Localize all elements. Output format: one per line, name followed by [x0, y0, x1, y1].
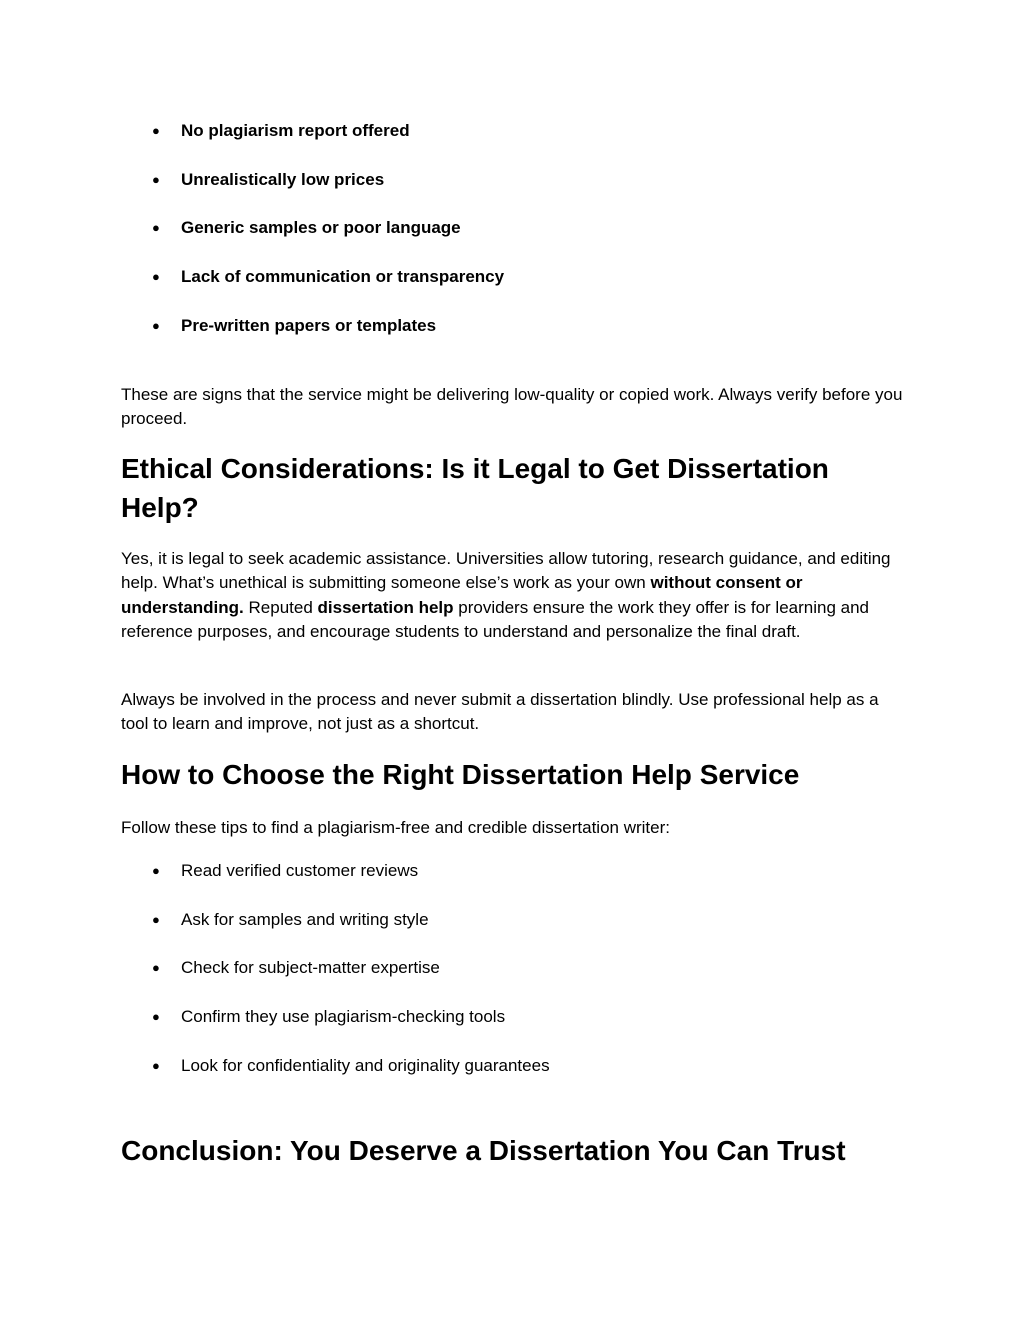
list-item	[121, 1055, 906, 1077]
list-item-text: No plagiarism report offered	[181, 121, 410, 140]
legal-paragraph	[121, 547, 906, 645]
list-item-text: Unrealistically low prices	[181, 169, 385, 189]
bullet-icon: ●	[152, 171, 160, 187]
bullet-icon: ●	[152, 1009, 160, 1025]
bullet-icon: ●	[152, 863, 160, 878]
bullet-icon: ●	[152, 911, 160, 927]
list-item	[121, 957, 906, 979]
list-item-text: Confirm they use plagiarism-checking tools	[181, 1007, 506, 1027]
list-item	[121, 1006, 906, 1028]
bullet-icon: ●	[152, 123, 160, 138]
legal-text-1: Yes, it is legal to seek academic assistance. Universities allow tutoring, research guidance, and editing help. What’s unethical is submitting someone else’s work as your own	[121, 549, 891, 593]
ethical-heading: Ethical Considerations: Is it Legal to Get Dissertation Help?	[121, 453, 829, 523]
list-item-text: Check for subject-matter expertise	[181, 958, 440, 978]
list-item	[121, 217, 906, 239]
bullet-icon: ●	[152, 1057, 160, 1073]
bullet-icon: ●	[152, 220, 160, 236]
conclusion-heading: Conclusion: You Deserve a Dissertation You Can Trust	[121, 1135, 846, 1166]
bullet-icon: ●	[152, 317, 160, 333]
list-item	[121, 909, 906, 931]
legal-text-3: providers ensure the work they offer is for learning and reference purposes, and encourage students to understand and personalize the final draft.	[121, 597, 870, 642]
involved-paragraph: Always be involved in the process and never submit a dissertation blindly. Use professional help as a tool to learn and improve, not just as a shortcut.	[121, 690, 879, 734]
list-item-text: Look for confidentiality and originality guarantees	[181, 1055, 550, 1075]
list-item	[121, 169, 906, 191]
legal-bold-2: dissertation help	[317, 597, 454, 617]
list-item	[121, 120, 906, 142]
red-flags-list	[121, 120, 906, 363]
list-item	[121, 315, 906, 337]
list-item-text: Read verified customer reviews	[181, 861, 419, 880]
choose-heading: How to Choose the Right Dissertation Help Service	[121, 759, 800, 790]
list-item	[121, 860, 906, 882]
list-item-text: Pre-written papers or templates	[181, 315, 437, 335]
list-item-text: Lack of communication or transparency	[181, 267, 505, 287]
list-item	[121, 266, 906, 288]
bullet-icon: ●	[152, 269, 160, 285]
tips-intro: Follow these tips to find a plagiarism-free and credible dissertation writer:	[121, 818, 670, 837]
tips-list	[121, 860, 906, 1103]
bullet-icon: ●	[152, 960, 160, 976]
list-item-text: Generic samples or poor language	[181, 218, 461, 238]
signs-paragraph: These are signs that the service might be delivering low-quality or copied work. Always verify before you proceed.	[121, 385, 903, 429]
legal-bold-1: without consent or understanding.	[121, 573, 803, 617]
legal-text-2: Reputed	[243, 597, 318, 617]
list-item-text: Ask for samples and writing style	[181, 909, 429, 929]
